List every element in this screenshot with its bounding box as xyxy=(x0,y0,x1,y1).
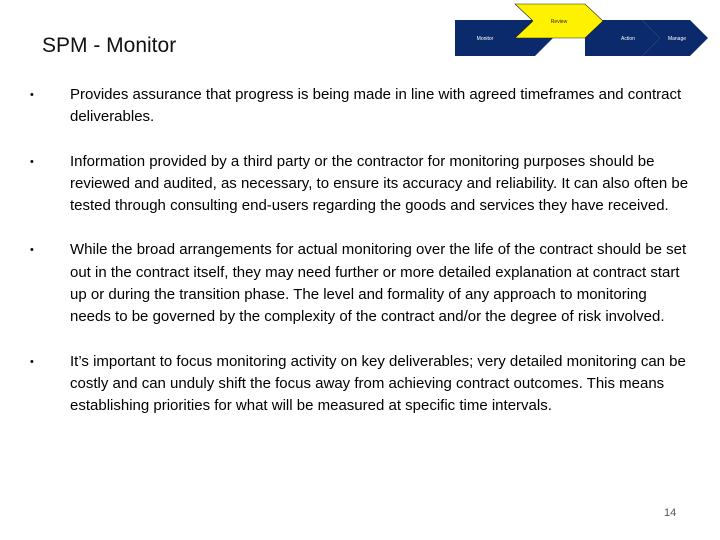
slide-title: SPM - Monitor xyxy=(42,34,177,57)
bullet-dot-icon: • xyxy=(30,355,34,368)
bullet-item xyxy=(30,151,690,218)
process-step-monitor-label: Monitor xyxy=(476,36,494,42)
process-step-action-label: Action xyxy=(621,36,635,42)
bullet-dot-icon: • xyxy=(30,89,34,101)
bullet-text: Information provided by a third party or the contractor for monitoring purposes should be reviewed and audited, as necessary, to ensure its accuracy and reliability. It can also often be tested through consulting end-users regarding the goods and services they have received. xyxy=(70,152,689,215)
bullet-list xyxy=(30,84,690,440)
bullet-dot-icon: • xyxy=(30,155,34,168)
bullet-dot-icon: • xyxy=(30,244,34,257)
bullet-text: It’s important to focus monitoring activity on key deliverables; very detailed monitoring can be costly and can unduly shift the focus away from achieving contract outcomes. This means establishing priorities for what will be measured at specific time intervals. xyxy=(70,352,686,415)
bullet-item xyxy=(30,84,690,129)
bullet-item xyxy=(30,351,690,418)
bullet-text: While the broad arrangements for actual monitoring over the life of the contract should be set out in the contract itself, they may need further or more detailed explanation at contract start up or during the transition phase. The level and formality of any approach to monitoring needs to be governed by the complexity of the contract and/or the degree of risk involved. xyxy=(70,241,687,326)
page-number: 14 xyxy=(664,507,677,519)
process-step-manage-label: Manage xyxy=(667,36,687,42)
bullet-text: Provides assurance that progress is being made in line with agreed timeframes and contract deliverables. xyxy=(70,86,682,126)
process-diagram xyxy=(0,0,720,80)
bullet-item xyxy=(30,239,690,328)
process-step-review-label: Review xyxy=(550,19,568,25)
